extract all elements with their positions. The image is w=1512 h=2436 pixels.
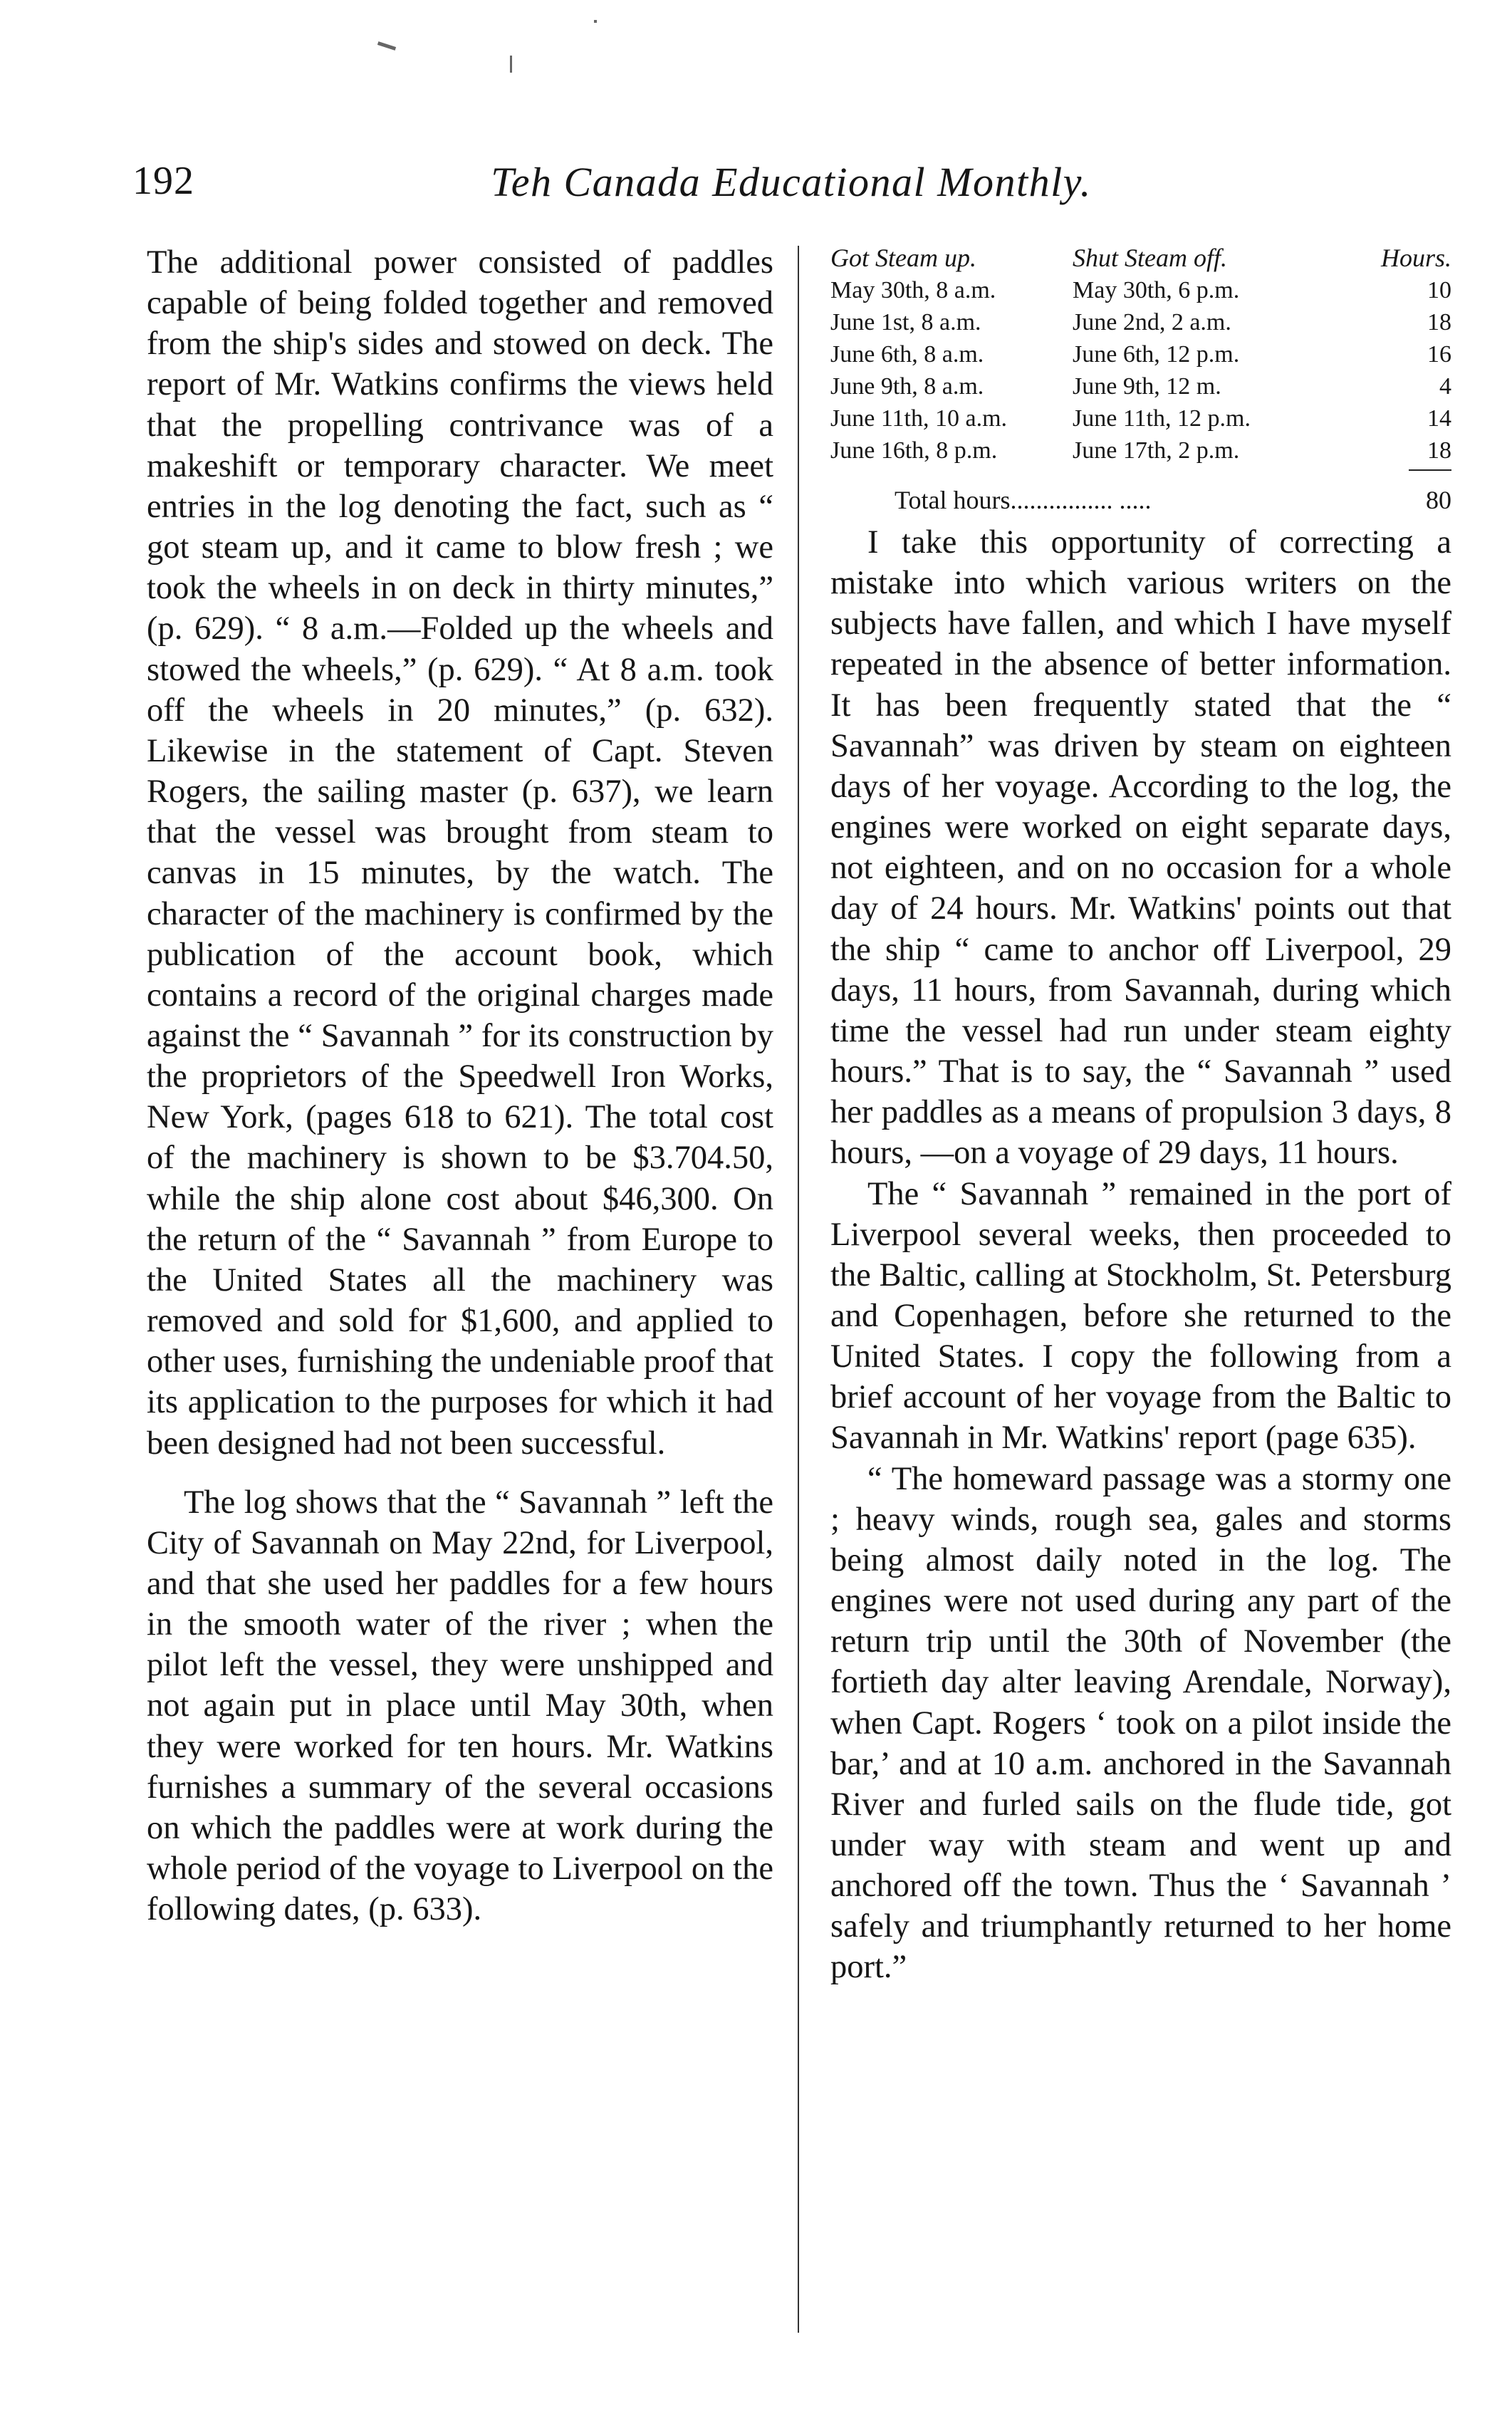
table-header-cell: Shut Steam off.	[1073, 244, 1227, 272]
table-row	[830, 434, 1451, 467]
scan-speck	[594, 20, 597, 23]
paragraph: I take this opportunity of correcting a mistake into which various writers on the subjects have fallen, and which I have myself repeated in the absence of better information. It has been frequently stated that the “ Savannah” was driven by steam on eighteen days of her voyage. According to the log, the engines were worked on eight separate days, not eighteen, and on no occasion for a whole day of 24 hours. Mr. Watkins' points out that the ship “ came to anchor off Liverpool, 29 days, 11 hours, from Savannah, during which time the vessel had run under steam eighty hours.” That is to say, the “ Savannah ” used her paddles as a means of propulsion 3 days, 8 hours, —on a voyage of 29 days, 11 hours.	[830, 524, 1451, 1172]
page-header	[132, 158, 1450, 215]
table-cell: 14	[1427, 405, 1451, 432]
table-row	[830, 402, 1451, 434]
table-cell: May 30th, 8 a.m.	[830, 277, 996, 303]
table-cell: June 6th, 12 p.m.	[1073, 341, 1240, 368]
running-title: Teh Canada Educational Monthly.	[491, 159, 1092, 205]
table-cell: 18	[1427, 309, 1451, 335]
paragraph: “ The homeward passage was a stormy one ; heavy winds, rough sea, gales and storms being almost daily noted in the log. The engines were not used during any part of the return trip until the 30th of November (the fortieth day alter leaving Arendale, Norway), when Capt. Rogers ‘ took on a pilot inside the bar,’ and at 10 a.m. anchored in the Savannah River and furled sails on the flude tide, got under way with steam and went up and anchored off the town. Thus the ‘ Savannah ’ safely and triumphantly returned to her home port.”	[830, 1460, 1451, 1986]
right-column	[830, 242, 1451, 1988]
steam-table	[830, 242, 1451, 518]
column-divider	[798, 246, 799, 2333]
table-cell: 18	[1427, 437, 1451, 464]
paragraph: The additional power consisted of paddles capable of being folded together and removed from the ship's sides and stowed on deck. The report of Mr. Watkins confirms the views held that the propelling contrivance was of a makeshift or temporary character. We meet entries in the log denoting the fact, such as “ got steam up, and it came to blow fresh ; we took the wheels in on deck in thirty minutes,” (p. 629). “ 8 a.m.—Folded up the wheels and stowed the wheels,” (p. 629). “ At 8 a.m. took off the wheels in 20 minutes,” (p. 632). Likewise in the statement of Capt. Steven Rogers, the sailing master (p. 637), we learn that the vessel was brought from steam to canvas in 15 minutes, by the watch. The character of the machinery is confirmed by the publication of the account book, which contains a record of the original charges made against the “ Savannah ” for its construction by the proprietors of the Speedwell Iron Works, New York, (pages 618 to 621). The total cost of the machinery is shown to be $3.704.50, while the ship alone cost about $46,300. On the return of the “ Savannah ” from Europe to the United States all the machinery was removed and sold for $1,600, and applied to other uses, furnishing the undeniable proof that its application to the purposes for which it had been designed had not been successful.	[147, 244, 773, 1462]
scan-speck	[377, 41, 396, 51]
table-cell: June 9th, 8 a.m.	[830, 373, 984, 400]
table-cell: June 2nd, 2 a.m.	[1073, 309, 1231, 335]
table-row	[830, 338, 1451, 370]
table-header-row	[830, 242, 1451, 274]
total-label: Total hours................ .....	[895, 486, 1152, 514]
paragraph: The log shows that the “ Savannah ” left the City of Savannah on May 22nd, for Liverpool, and that she used her paddles for a few hours in the smooth water of the river ; when the pilot left the vessel, they were unshipped and not again put in place until May 30th, when they were worked for ten hours. Mr. Watkins furnishes a summary of the several occasions on which the paddles were at work during the whole period of the voyage to Liverpool on the following dates, (p. 633).	[147, 1484, 773, 1928]
table-cell: June 17th, 2 p.m.	[1073, 437, 1240, 464]
table-cell: May 30th, 6 p.m.	[1073, 277, 1240, 303]
table-cell: June 9th, 12 m.	[1073, 373, 1221, 400]
paragraph: The “ Savannah ” remained in the port of Liverpool several weeks, then proceeded to the Baltic, calling at Stockholm, St. Petersburg and Copenhagen, before she returned to the United States. I copy the following from a brief account of her voyage from the Baltic to Savannah in Mr. Watkins' report (page 635).	[830, 1175, 1451, 1457]
table-cell: 4	[1439, 373, 1451, 400]
table-row	[830, 306, 1451, 338]
table-total-row	[830, 482, 1451, 518]
table-cell: 10	[1427, 277, 1451, 303]
table-cell: June 11th, 12 p.m.	[1073, 405, 1251, 432]
table-row	[830, 274, 1451, 306]
table-cell: June 1st, 8 a.m.	[830, 309, 981, 335]
total-rule	[1409, 469, 1451, 471]
table-header-cell: Hours.	[1380, 244, 1451, 272]
table-cell: 16	[1427, 341, 1451, 368]
scan-speck	[510, 56, 512, 73]
page-number: 192	[132, 159, 194, 203]
table-header-cell: Got Steam up.	[830, 244, 976, 272]
table-cell: June 11th, 10 a.m.	[830, 405, 1008, 432]
table-cell: June 16th, 8 p.m.	[830, 437, 998, 464]
table-row	[830, 370, 1451, 402]
total-value: 80	[1426, 486, 1451, 514]
table-cell: June 6th, 8 a.m.	[830, 341, 984, 368]
left-column	[147, 242, 773, 1930]
